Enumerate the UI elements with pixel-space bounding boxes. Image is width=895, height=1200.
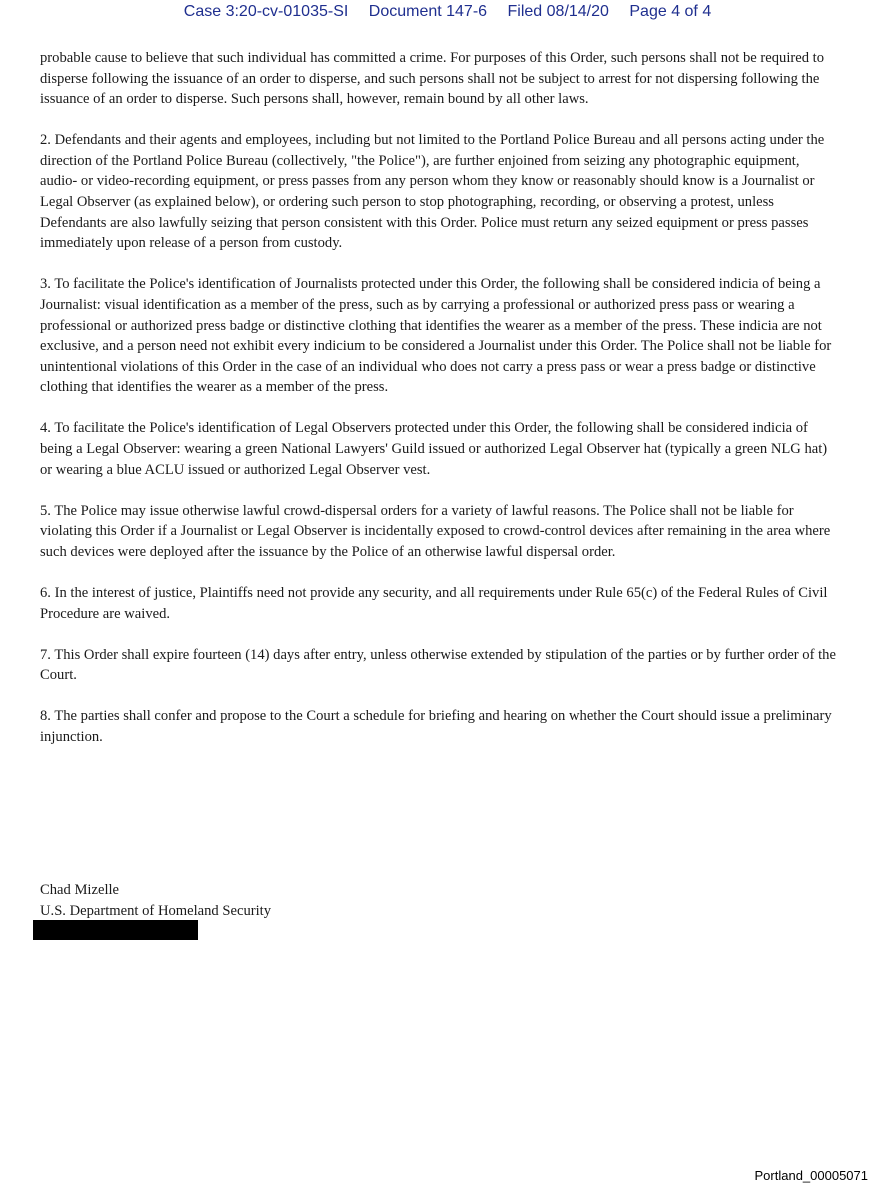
document-number: Document 147-6 (368, 3, 488, 20)
signature-block (40, 880, 271, 921)
order-body (40, 48, 840, 768)
signer-organization: U.S. Department of Homeland Security (40, 902, 272, 919)
case-number: Case 3:20-cv-01035-SI (183, 3, 349, 20)
paragraph-continuation: probable cause to believe that such individual has committed a crime. For purposes of this Order, such persons shall not be required to disperse following the issuance of an order to disperse, and such persons shall not be subject to arrest for not dispersing following the issuance of an order to disperse. Such persons shall, however, remain bound by all other laws. (40, 50, 825, 108)
paragraph-5: 5. The Police may issue otherwise lawful crowd-dispersal orders for a variety of lawful reasons. The Police shall not be liable for violating this Order if a Journalist or Legal Observer is incidentally exposed to crowd-control devices after remaining in the area where such devices were deployed after the issuance by the Police of an otherwise lawful dispersal order. (40, 502, 831, 560)
filed-date: Filed 08/14/20 (507, 3, 609, 20)
paragraph-2: 2. Defendants and their agents and employees, including but not limited to the Portland Police Bureau and all persons acting under the direction of the Portland Police Bureau (collectively, "the Police"), are further enjoined from seizing any photographic equipment, audio- or video-recording equipment, or press passes from any person whom they know or reasonably should know is a Journalist or Legal Observer (as explained below), or ordering such person to stop photographing, recording, or observing a protest, unless Defendants are also lawfully seizing that person consistent with this Order. Police must return any seized equipment or press passes immediately upon release of a person from custody. (40, 132, 825, 252)
redaction-bar (33, 920, 198, 940)
paragraph-3: 3. To facilitate the Police's identification of Journalists protected under this Order, the following shall be considered indicia of being a Journalist: visual identification as a member of the press, such as by carrying a professional or authorized press pass or wearing a professional or authorized press badge or distinctive clothing that identifies the wearer as a member of the press. These indicia are not exclusive, and a person need not exhibit every indicium to be considered a Journalist under this Order. The Police shall not be liable for unintentional violations of this Order in the case of an individual who does not carry a press pass or wear a press badge or distinctive clothing that identifies the wearer as a member of the press. (40, 276, 832, 396)
signer-name: Chad Mizelle (40, 882, 120, 898)
page-number: Page 4 of 4 (629, 3, 712, 20)
case-header (0, 3, 895, 21)
paragraph-8: 8. The parties shall confer and propose to the Court a schedule for briefing and hearing on whether the Court should issue a preliminary injunction. (40, 708, 832, 745)
bates-number: Portland_00005071 (754, 1168, 868, 1183)
paragraph-7: 7. This Order shall expire fourteen (14) days after entry, unless otherwise extended by stipulation of the parties or by further order of the Court. (40, 646, 836, 684)
paragraph-4: 4. To facilitate the Police's identification of Legal Observers protected under this Order, the following shall be considered indicia of being a Legal Observer: wearing a green National Lawyers' Guild issued or authorized Legal Observer hat (typically a green NLG hat) or wearing a blue ACLU issued or authorized Legal Observer vest. (40, 420, 828, 478)
paragraph-6: 6. In the interest of justice, Plaintiffs need not provide any security, and all requirements under Rule 65(c) of the Federal Rules of Civil Procedure are waived. (40, 584, 828, 622)
